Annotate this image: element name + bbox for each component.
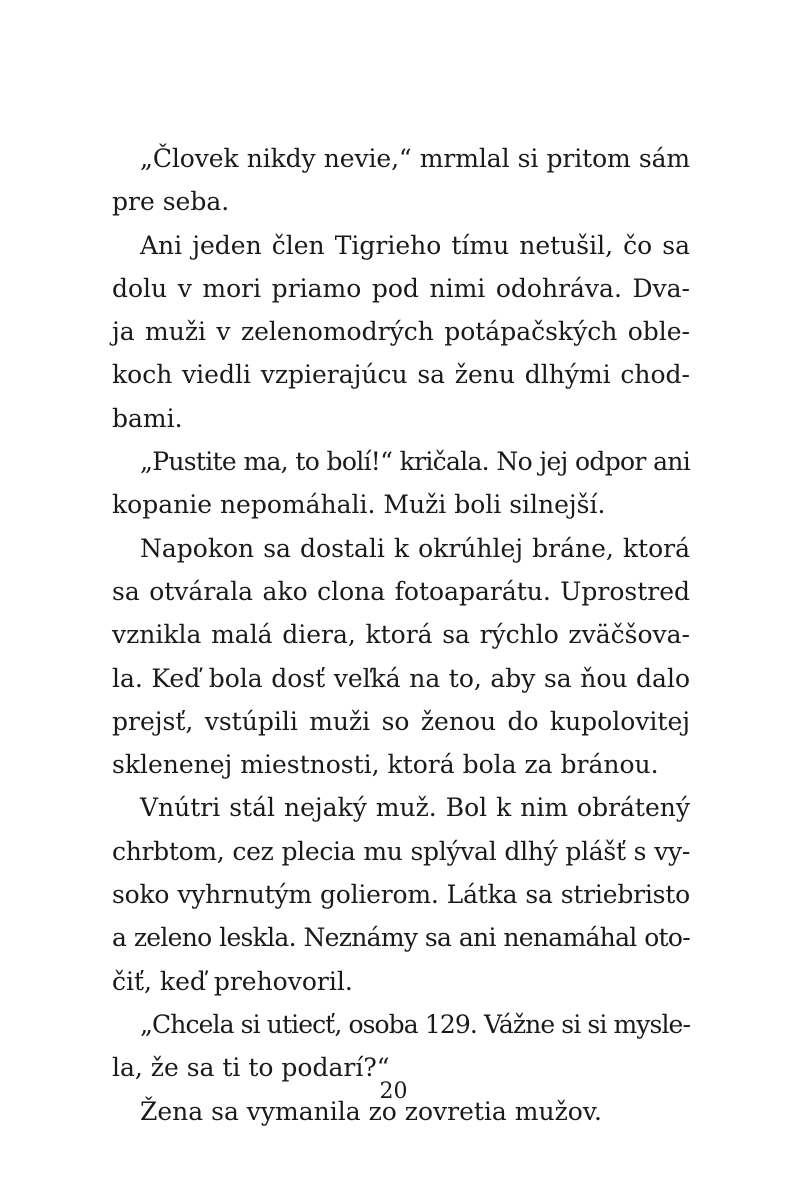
text-line: „Chcela si utiecť, osoba 129. Vážne si si mysle-: [140, 1009, 690, 1039]
text-line: ja muži v zelenomodrých potápačských oble-: [112, 317, 690, 347]
text-line: soko vyhrnutým golierom. Látka sa striebristo: [112, 880, 690, 910]
text-line: Napokon sa dostali k okrúhlej bráne, ktorá: [140, 533, 690, 563]
text-line: dolu v mori priamo pod nimi odohráva. Dva-: [112, 273, 690, 303]
paragraph-3: [112, 440, 690, 527]
text-line: prejsť, vstúpili muži so ženou do kupolovitej: [112, 706, 690, 736]
text-line: sklenenej miestnosti, ktorá bola za bránou.: [112, 750, 659, 780]
text-line: Žena sa vymanila zo zovretia mužov.: [140, 1096, 602, 1126]
text-line: čiť, keď prehovoril.: [112, 966, 353, 996]
text-line: Ani jeden člen Tigrieho tímu netušil, čo sa: [140, 230, 690, 260]
text-line: chrbtom, cez plecia mu splýval dlhý plášť s vy-: [112, 836, 690, 866]
text-line: pre seba.: [112, 187, 230, 217]
text-line: Vnútri stál nejaký muž. Bol k nim obrátený: [140, 793, 690, 823]
paragraph-4: [112, 527, 690, 787]
paragraph-6: [112, 1003, 690, 1090]
text-line: vznikla malá diera, ktorá sa rýchlo zväčšova-: [112, 620, 690, 650]
text-line: a zeleno leskla. Neznámy sa ani nenamáhal oto-: [112, 923, 690, 953]
page-number: 20: [379, 1079, 408, 1104]
text-line: la. Keď bola dosť veľká na to, aby sa ňou dalo: [112, 663, 690, 693]
text-line: koch viedli vzpierajúcu sa ženu dlhými chod-: [112, 360, 690, 390]
text-line: „Pustite ma, to bolí!“ kričala. No jej odpor ani: [140, 447, 690, 477]
body-text: [112, 137, 690, 1133]
paragraph-5: [112, 786, 690, 1002]
text-line: la, že sa ti to podarí?“: [112, 1053, 390, 1083]
text-line: kopanie nepomáhali. Muži boli silnejší.: [112, 490, 606, 520]
text-line: bami.: [112, 403, 183, 433]
text-line: „Človek nikdy nevie,“ mrmlal si pritom sám: [140, 144, 690, 173]
paragraph-2: [112, 224, 690, 440]
text-line: sa otvárala ako clona fotoaparátu. Uprostred: [112, 576, 690, 606]
paragraph-1: [112, 137, 690, 224]
